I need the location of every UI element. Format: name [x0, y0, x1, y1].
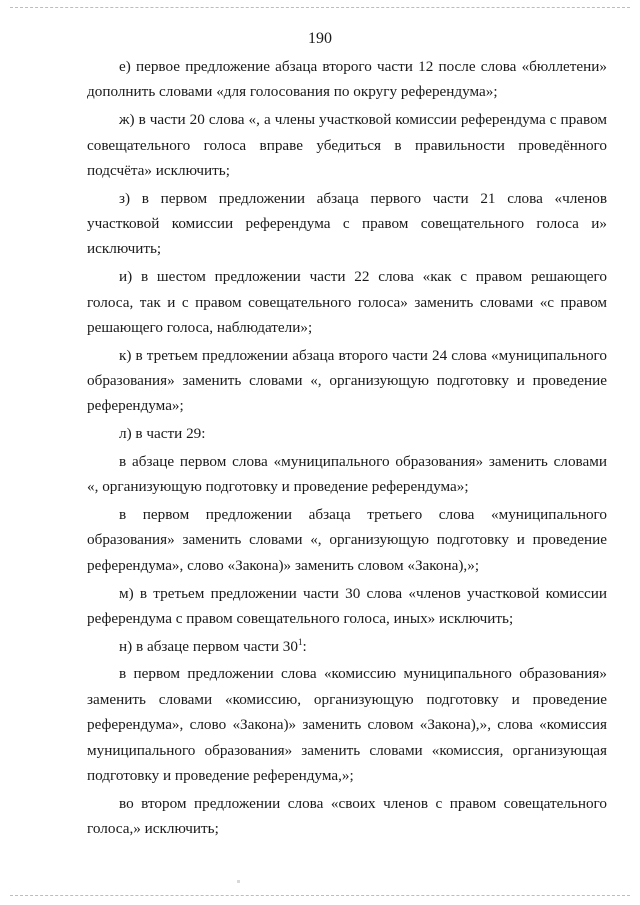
page-number: 190 [308, 30, 332, 47]
document-body [87, 54, 607, 841]
paragraph-l-first-abzac: в абзаце первом слова «муниципального образования» заменить словами «, организующую подготовку и проведение референдума»; [87, 452, 607, 496]
paragraph-n [87, 634, 607, 659]
scan-speck [237, 880, 240, 883]
paragraph-l: л) в части 29: [119, 425, 206, 443]
paragraph-n-text: н) в абзаце первом части 30 [119, 637, 298, 655]
paragraph-n-superscript: 1 [297, 636, 303, 647]
paragraph-n-first-sentence: в первом предложении слова «комиссию муниципального образования» заменить словами «комиссию, организующую подготовку и проведение референдума», слово «Закона)» заменить словом «Закона),», слова «комиссия муниципального образования» заменить словами «комиссия, организующая подготовку и проведение референдума,»; [87, 665, 607, 784]
paragraph-k: к) в третьем предложении абзаца второго части 24 слова «муниципального образования» заменить словами «, организующую подготовку и проведение референдума»; [87, 346, 607, 415]
paragraph-m: м) в третьем предложении части 30 слова «членов участковой комиссии референдума с правом совещательного голоса, иных» исключить; [87, 584, 607, 627]
paragraph-zh: ж) в части 20 слова «, а члены участковой комиссии референдума с правом совещательного голоса вправе убедиться в правильности проведённого подсчёта» исключить; [87, 111, 607, 179]
paragraph-z: з) в первом предложении абзаца первого части 21 слова «членов участковой комиссии референдума с правом совещательного голоса и» исключить; [87, 189, 607, 258]
bottom-scan-border [10, 895, 630, 896]
paragraph-i: и) в шестом предложении части 22 слова «как с правом решающего голоса, так и с правом совещательного голоса» заменить словами «с правом решающего голоса, наблюдатели»; [87, 268, 607, 336]
paragraph-n-tail: : [302, 637, 307, 655]
paragraph-e: е) первое предложение абзаца второго части 12 после слова «бюллетени» дополнить словами «для голосования по округу референдума»; [87, 58, 607, 101]
top-scan-border [10, 7, 630, 8]
paragraph-n-second-sentence: во втором предложении слова «своих членов с правом совещательного голоса,» исключить; [87, 794, 607, 838]
paragraph-l-third-abzac: в первом предложении абзаца третьего слова «муниципального образования» заменить словами «, организующую подготовку и проведение референдума», слово «Закона)» заменить словом «Закона),»; [87, 505, 607, 574]
